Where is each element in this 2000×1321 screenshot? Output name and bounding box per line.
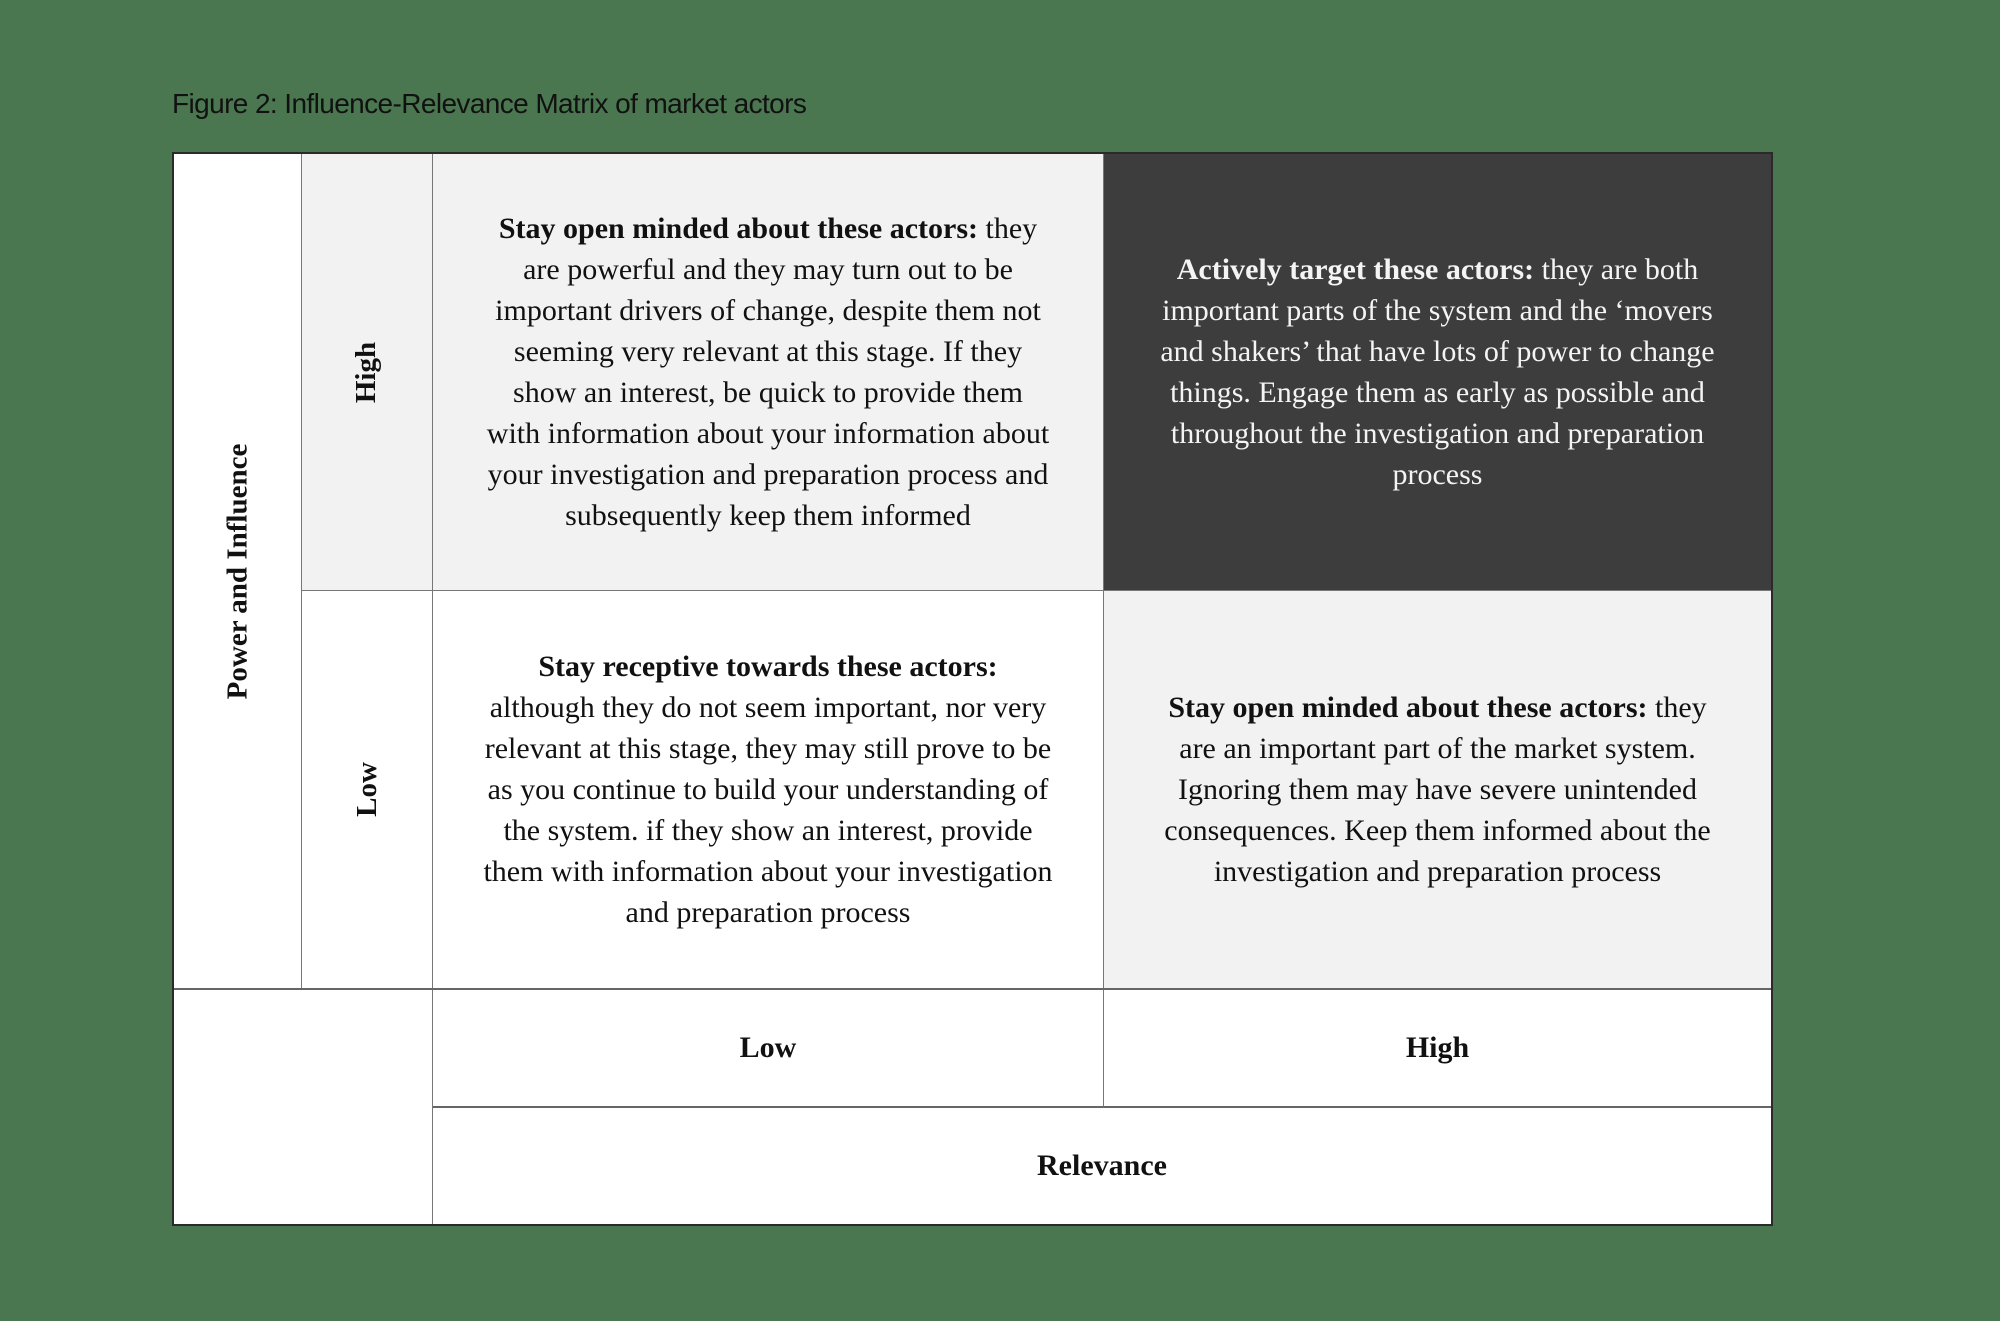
quadrant-low-influence-low-relevance [433,591,1104,988]
quadrant-body: they are both important parts of the system and the ‘movers and shakers’ that have lots of power to change things. Engage them as early as possible and throughout the investigation and preparation process [1160,253,1715,491]
quadrant-heading: Actively target these actors: [1176,253,1542,286]
figure-title: Figure 2: Influence-Relevance Matrix of market actors [172,88,807,119]
y-axis-high-label: High [350,341,383,403]
quadrant-text [433,208,1103,536]
quadrant-heading: Stay open minded about these actors: [498,212,986,245]
quadrant-body: they are powerful and they may turn out to be important drivers of change, despite them not seeming very relevant at this stage. If they show an interest, be quick to provide them with information about your information about your investigation and preparation process and subsequently keep them informed [486,212,1050,532]
y-axis-title: Power and Influence [221,443,254,699]
quadrant-high-influence-high-relevance [1104,154,1771,591]
x-axis-low-cell [433,990,1104,1108]
x-axis-high-cell [1104,990,1771,1108]
corner-blank-cell [174,990,433,1224]
quadrant-heading: Stay receptive towards these actors: [538,650,998,683]
y-axis-high-cell [302,154,433,591]
quadrant-body: although they do not seem important, nor very relevant at this stage, they may still prove to be as you continue to build your understanding of the system. if they show an interest, provide them with information about your investigation and preparation process [483,691,1053,929]
y-axis-low-label: Low [350,762,383,817]
quadrant-body: they are an important part of the market system. Ignoring them may have severe unintended consequences. Keep them informed about the investigation and preparation process [1164,691,1711,888]
quadrant-high-influence-low-relevance [433,154,1104,591]
x-axis-low-label: Low [739,1031,797,1064]
x-axis-high-label: High [1405,1031,1470,1064]
quadrant-text [1104,249,1771,495]
quadrant-text [1104,687,1771,892]
x-axis-title-cell [433,1108,1771,1224]
quadrant-text [433,646,1103,933]
y-axis-low-cell [302,591,433,988]
y-axis-title-cell [174,154,302,988]
influence-relevance-matrix [172,152,1773,1226]
quadrant-low-influence-high-relevance [1104,591,1771,988]
x-axis-title: Relevance [1037,1149,1167,1182]
quadrant-heading: Stay open minded about these actors: [1168,691,1656,724]
